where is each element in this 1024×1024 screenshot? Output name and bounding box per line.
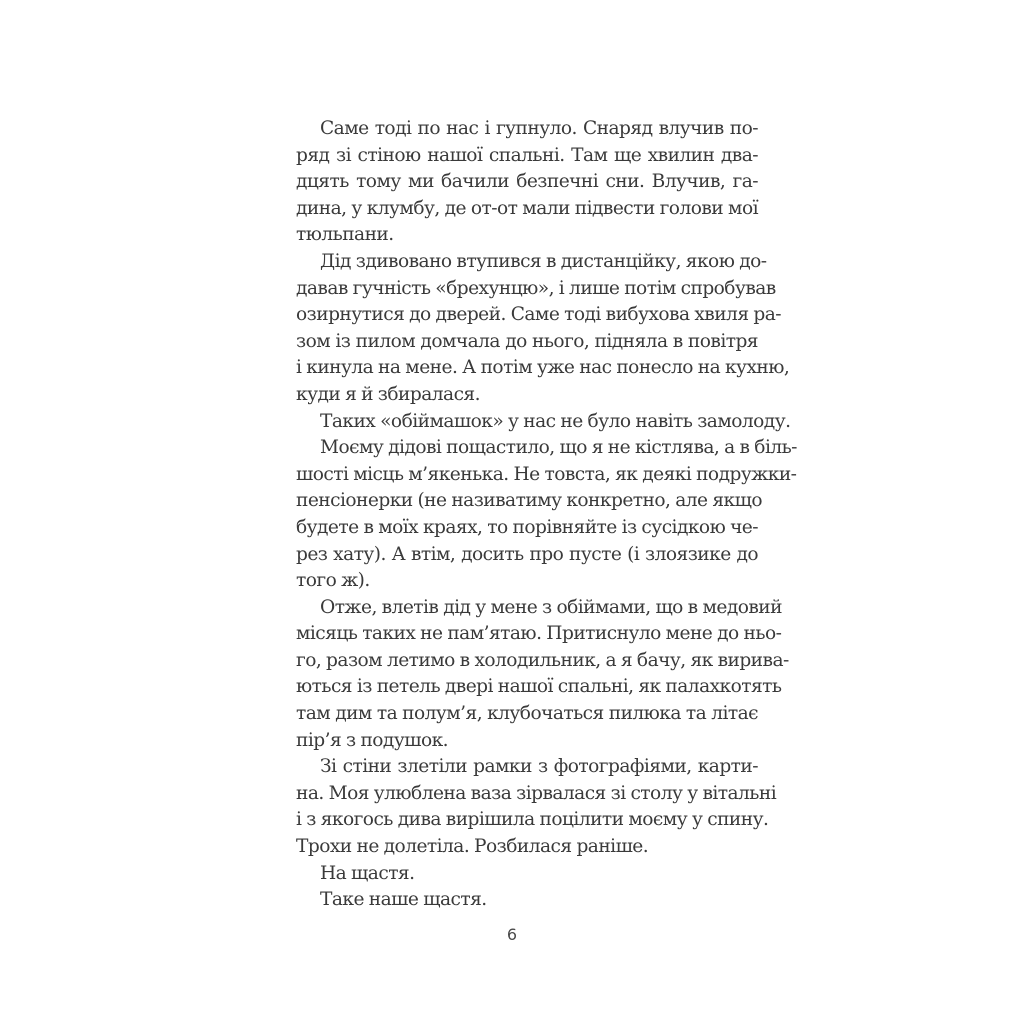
text-line: тюльпани. [296, 224, 394, 246]
text-line: пір’я з подушок. [296, 729, 449, 751]
page-number: 6 [506, 925, 518, 944]
text-line: на. Моя улюблена ваза зірвалася зі столу у вітальні [296, 782, 777, 804]
text-line: ряд зі стіною нашої спальні. Там ще хвилин два- [296, 144, 758, 166]
text-line: давав гучність «брехунцю», і лише потім спробував [296, 277, 776, 299]
text-line: Моєму дідові пощастило, що я не кістлява, а в біль- [320, 437, 797, 459]
text-line: куди я й збиралася. [296, 383, 480, 405]
text-line: пенсіонерки (не називатиму конкретно, але якщо [296, 490, 762, 512]
text-line: місяць таких не пам’ятаю. Притиснуло мене до ньо- [296, 623, 782, 645]
text-line: го, разом летимо в холодильник, а я бачу, як вирива- [296, 649, 789, 671]
text-line: шості місць м’якенька. Не товста, як деякі подружки- [296, 463, 797, 485]
body-text [296, 116, 797, 914]
text-line: Саме тоді по нас і гупнуло. Снаряд влучив по- [320, 118, 758, 139]
text-line: і кинула на мене. А потім уже нас понесло на кухню, [296, 357, 790, 379]
text-line: зом із пилом домчала до нього, підняла в повітря [296, 330, 758, 352]
text-line: Зі стіни злетіли рамки з фотографіями, карти- [320, 756, 758, 778]
text-line: там дим та полум’я, клубочаться пилюка та літає [296, 703, 758, 725]
text-line: ються із петель двері нашої спальні, як палахкотять [296, 676, 782, 698]
text-line: озирнутися до дверей. Саме тоді вибухова хвиля ра- [296, 304, 781, 326]
text-line: дина, у клумбу, де от-от мали підвести голови мої [296, 197, 758, 219]
text-line: того ж). [296, 570, 370, 592]
text-line: Таких «обіймашок» у нас не було навіть замолоду. [320, 410, 791, 432]
text-line: будете в моїх краях, то порівняйте із сусідкою че- [296, 516, 758, 538]
text-line: Отже, влетів дід у мене з обіймами, що в медовий [320, 596, 782, 618]
text-line: рез хату). А втім, досить про пусте (і злоязике до [296, 543, 758, 565]
text-line: дцять тому ми бачили безпечні сни. Влучив, га- [296, 171, 758, 193]
text-line: Таке наше щастя. [320, 889, 487, 911]
text-line: Дід здивовано втупився в дистанційку, якою до- [320, 250, 767, 272]
text-line: Трохи не долетіла. Розбилася раніше. [296, 836, 649, 858]
text-line: і з якогось дива вирішила поцілити моєму у спину. [296, 809, 769, 831]
text-line: На щастя. [320, 862, 415, 884]
